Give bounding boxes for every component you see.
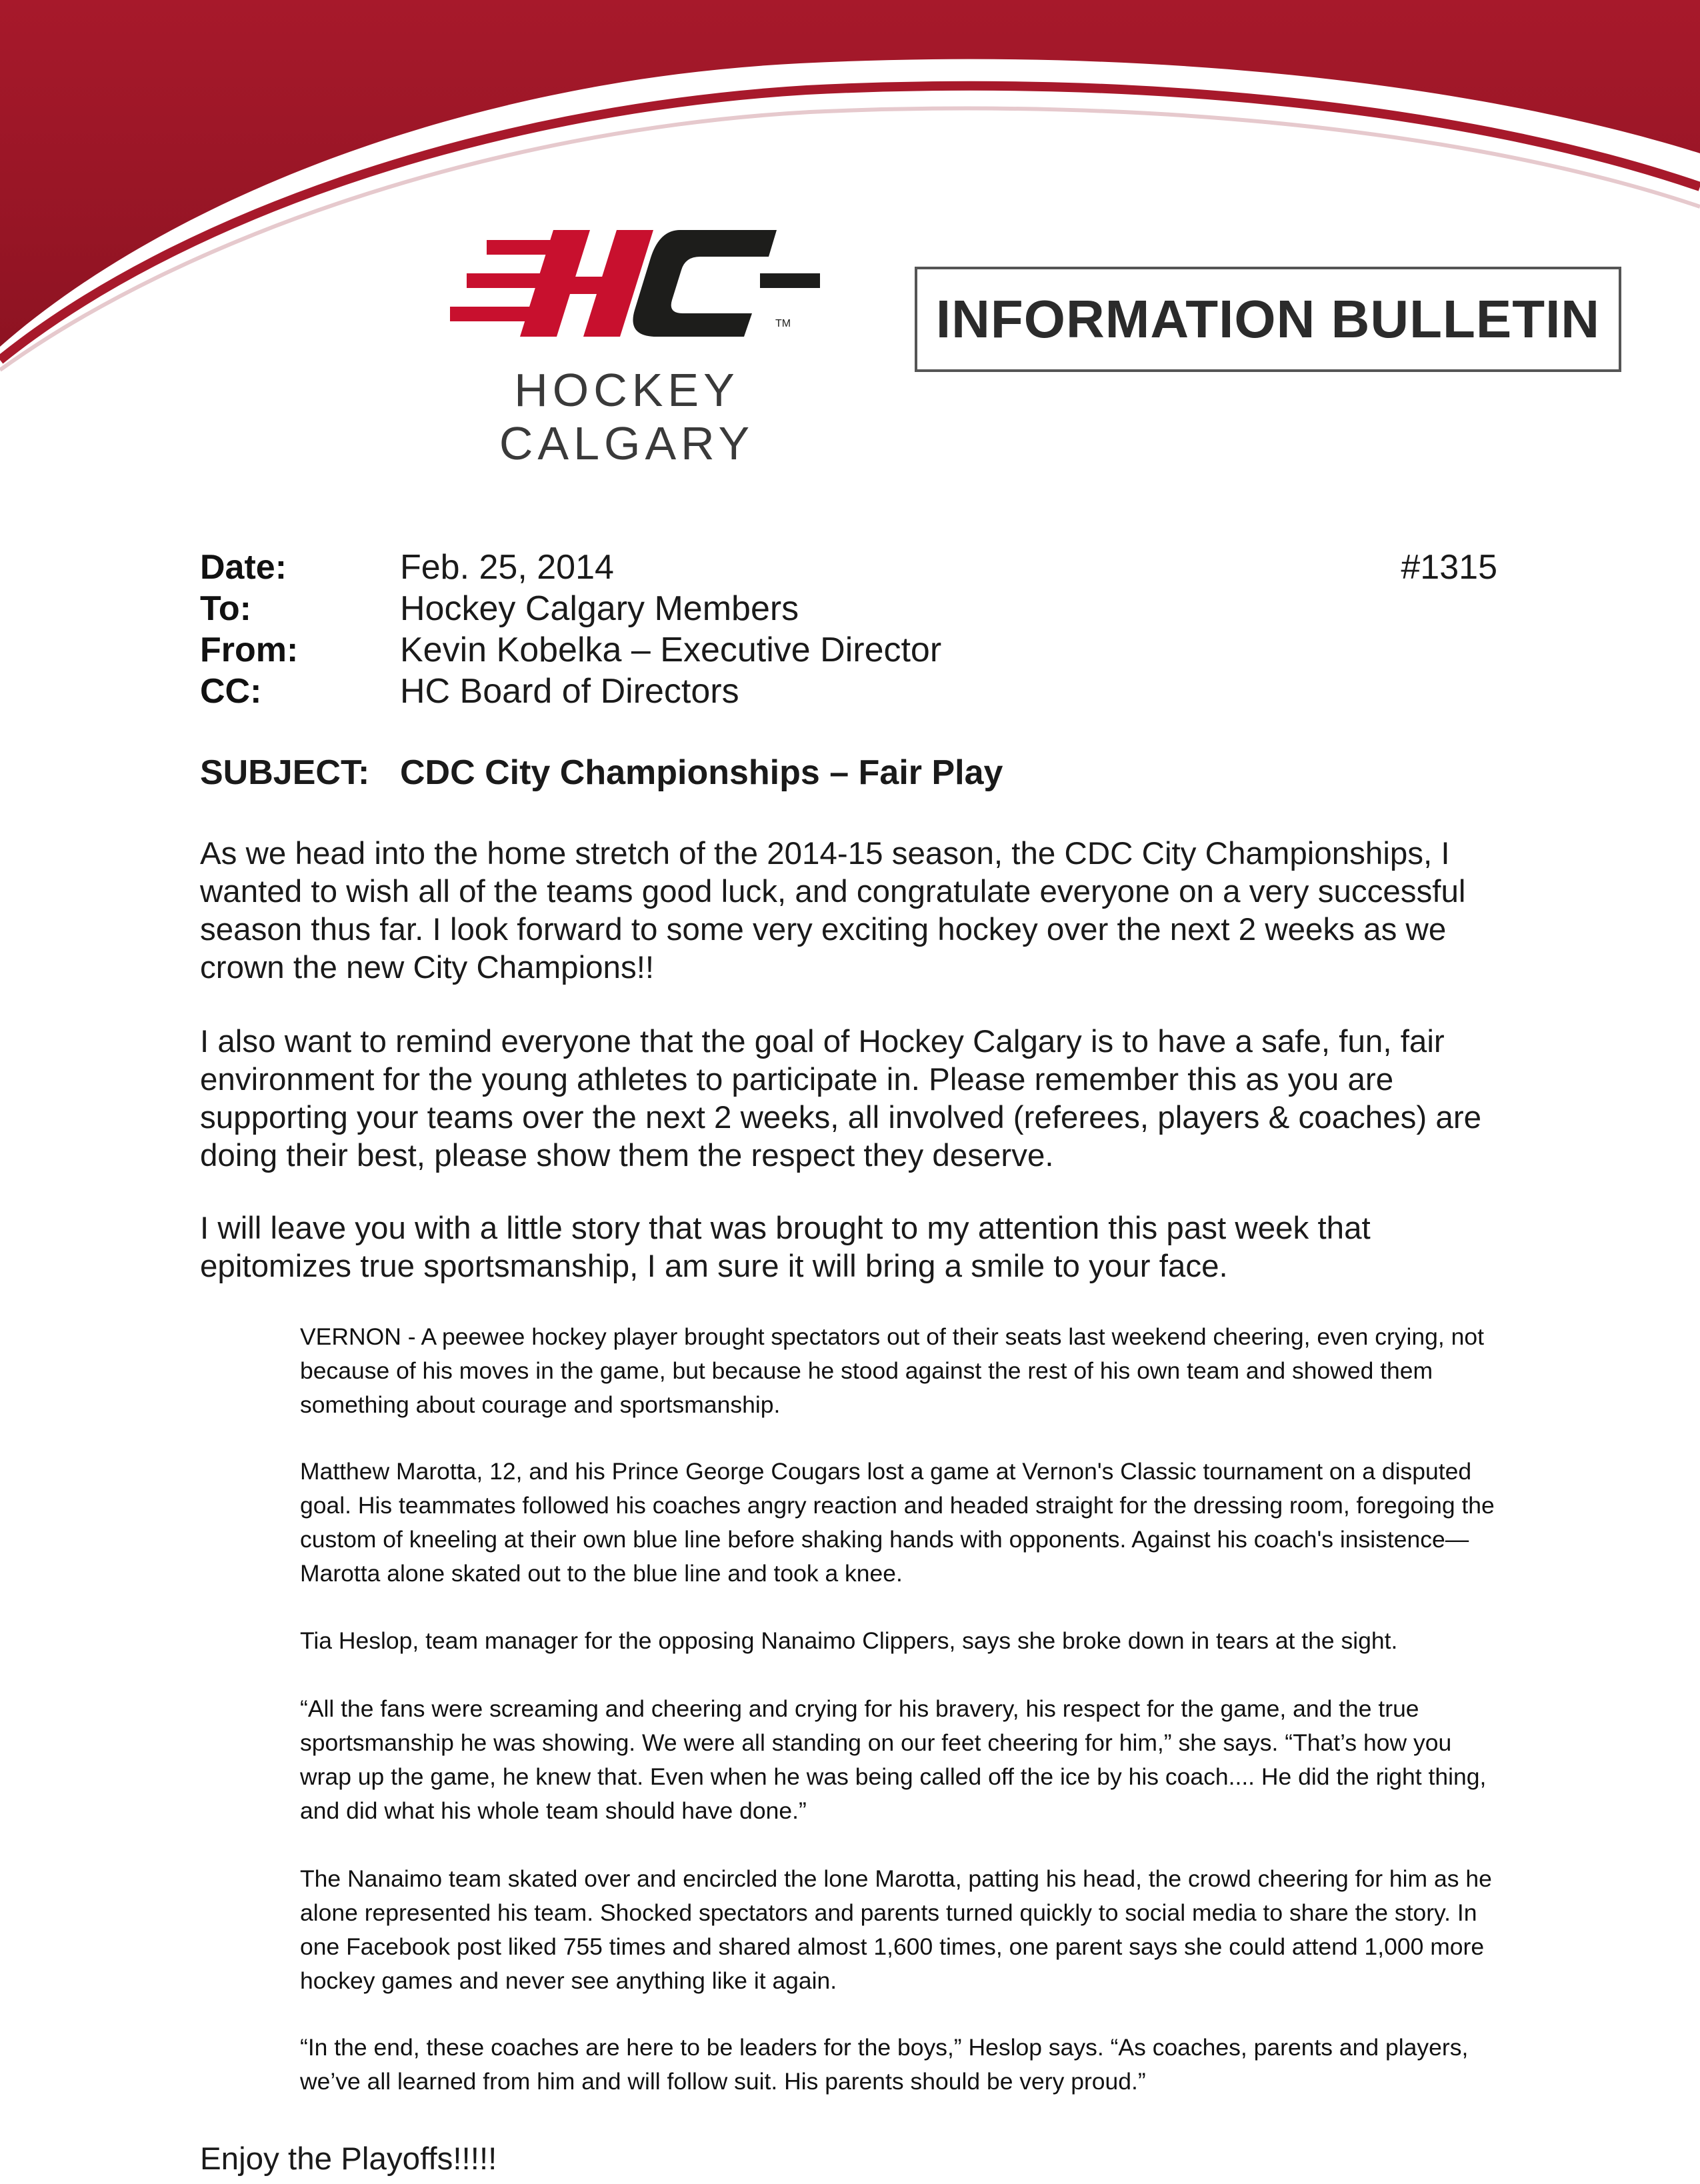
body-paragraph-1: As we head into the home stretch of the 2014-15 season, the CDC City Championships, I wanted to wish all of the teams good luck, and congratulate everyone on a very successful season thus far. I look forward to some very exciting hockey over the next 2 weeks as we crown the new City Champions!! [200,836,1466,985]
logo-wordmark: HOCKEY CALGARY [499,364,755,469]
date-label: Date: [200,548,287,587]
story-paragraph-5: The Nanaimo team skated over and encircled the lone Marotta, patting his head, the crowd cheering for him as he alone represented his team. Shocked spectators and parents turned quickly to social media to share the story. In one Facebook post liked 755 times and shared almost 1,600 times, one parent says she could attend 1,000 more hockey games and never see anything like it again. [300,1865,1492,1994]
svg-text:TM: TM [775,318,791,329]
hockey-calgary-logo [387,220,867,469]
to-value: Hockey Calgary Members [400,589,799,628]
from-value: Kevin Kobelka – Executive Director [400,631,942,669]
to-label: To: [200,589,251,628]
information-bulletin-title: INFORMATION BULLETIN [915,267,1621,372]
hc-logo-mark [387,220,867,353]
date-value: Feb. 25, 2014 [400,548,614,587]
body-paragraph-3: I will leave you with a little story that was brought to my attention this past week that epitomizes true sportsmanship, I am sure it will bring a smile to your face. [200,1211,1371,1284]
story-paragraph-3: Tia Heslop, team manager for the opposing Nanaimo Clippers, says she broke down in tears at the sight. [300,1627,1398,1654]
signoff: Enjoy the Playoffs!!!!! [200,2141,497,2177]
story-paragraph-2: Matthew Marotta, 12, and his Prince George Cougars lost a game at Vernon's Classic tournament on a disputed goal. His teammates followed his coaches angry reaction and headed straight for the dressing room, foregoing the custom of kneeling at their own blue line before shaking hands with opponents. Against his coach's insistence—Marotta alone skated out to the blue line and took a knee. [300,1458,1495,1587]
story-paragraph-6: “In the end, these coaches are here to be leaders for the boys,” Heslop says. “As coaches, parents and players, we’ve all learned from him and will follow suit. His parents should be very proud.” [300,2034,1469,2095]
cc-value: HC Board of Directors [400,672,739,711]
from-label: From: [200,631,299,669]
story-paragraph-4: “All the fans were screaming and cheering and crying for his bravery, his respect for the game, and the true sportsmanship he was showing. We were all standing on our feet cheering for him,” she says. “That’s how you wrap up the game, he knew that. Even when he was being called off the ice by his coach.... He did the right thing, and did what his whole team should have done.” [300,1695,1487,1824]
subject-label: SUBJECT: [200,753,370,792]
story-paragraph-1: VERNON - A peewee hockey player brought spectators out of their seats last weekend cheering, even crying, not because of his moves in the game, but because he stood against the rest of his own team and showed them something about courage and sportsmanship. [300,1323,1484,1418]
cc-label: CC: [200,672,262,711]
subject-value: CDC City Championships – Fair Play [400,753,1003,792]
bulletin-number: #1315 [1401,548,1497,587]
body-paragraph-2: I also want to remind everyone that the goal of Hockey Calgary is to have a safe, fun, fair environment for the young athletes to participate in. Please remember this as you are supporting your teams over the next 2 weeks, all involved (referees, players & coaches) are doing their best, please show them the respect they deserve. [200,1024,1482,1173]
